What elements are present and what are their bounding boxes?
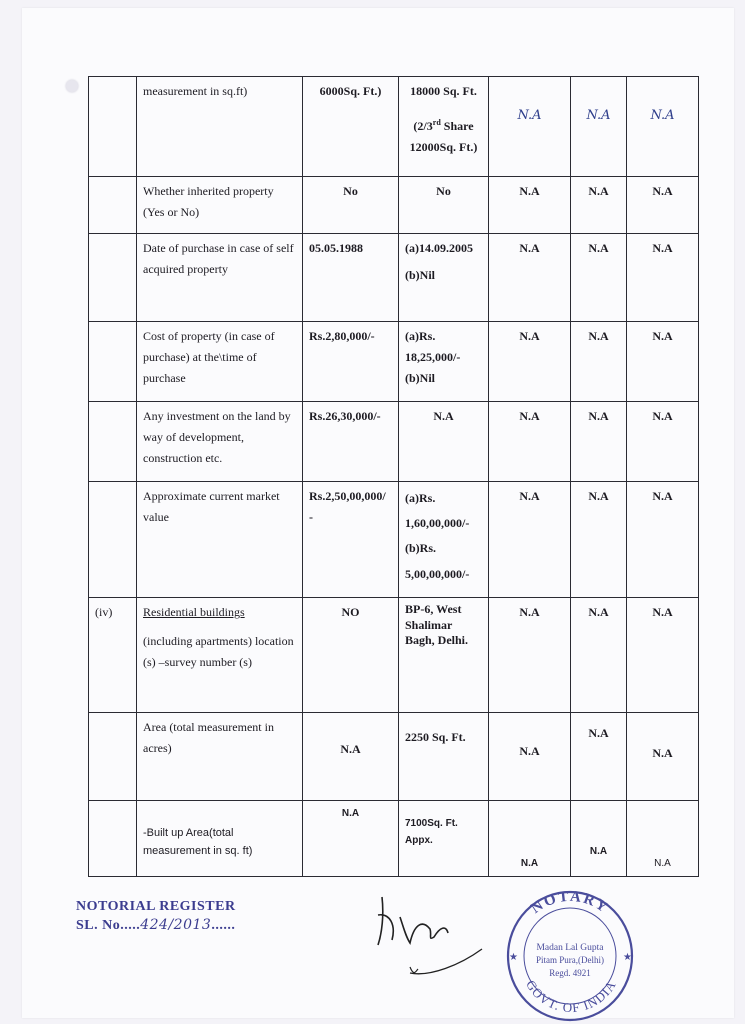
row-description: Approximate current market value	[137, 482, 303, 598]
cell-value: N.A	[489, 713, 571, 801]
cell-value: N.A	[627, 177, 699, 234]
purchase-date-b: (b)Nil	[405, 268, 435, 282]
cell-value	[399, 234, 489, 322]
cell-value: N.A	[489, 322, 571, 402]
table-row	[89, 322, 699, 402]
value-b-label: (b)Rs.	[405, 541, 437, 556]
cell-value: N.A	[489, 482, 571, 598]
purchase-date-a: (a)14.09.2005	[405, 241, 473, 255]
cell-value: 2250 Sq. Ft.	[399, 713, 489, 801]
cell-value: N.A	[303, 713, 399, 801]
cell-value: N.A	[571, 402, 627, 482]
row-number: (iv)	[89, 598, 137, 713]
cell-value: N.A	[571, 598, 627, 713]
cell-value: Rs.2,50,00,000/ -	[303, 482, 399, 598]
cell-value: N.A	[571, 713, 627, 801]
seal-star-right: ★	[623, 952, 632, 963]
svg-text:NOTARY: NOTARY	[528, 888, 612, 917]
share-value: (2/3rd Share	[413, 118, 474, 133]
cell-value: No	[303, 177, 399, 234]
row-number	[89, 482, 137, 598]
row-number	[89, 713, 137, 801]
row-number	[89, 177, 137, 234]
cell-value: N.A	[627, 322, 699, 402]
handwritten-na: N.A	[627, 77, 699, 177]
cell-value: N.A	[489, 598, 571, 713]
svg-text:Madan Lal Gupta: Madan Lal Gupta	[536, 943, 604, 953]
row-number	[89, 402, 137, 482]
notorial-register-stamp	[76, 898, 236, 935]
cell-value: N.A	[627, 713, 699, 801]
value-a-label: (a)Rs.	[405, 491, 436, 505]
cell-value: N.A	[489, 177, 571, 234]
cell-value: N.A	[627, 234, 699, 322]
row-number	[89, 234, 137, 322]
register-number-line: SL. No.....424/2013......	[76, 917, 236, 933]
row-number	[89, 322, 137, 402]
cell-value: N.A	[627, 482, 699, 598]
table-row	[89, 801, 699, 877]
cost-b: (b)Nil	[405, 371, 435, 385]
value-b: 5,00,00,000/-	[405, 566, 470, 581]
svg-text:GOVT. OF INDIA: GOVT. OF INDIA	[523, 977, 619, 1016]
table-row	[89, 77, 699, 177]
table-row	[89, 598, 699, 713]
register-title: NOTORIAL REGISTER	[76, 899, 236, 914]
cell-value: N.A	[489, 801, 571, 877]
table-row	[89, 234, 699, 322]
cost-a: (a)Rs. 18,25,000/-	[405, 329, 461, 364]
section-detail: (including apartments) location (s) –survey number (s)	[143, 634, 294, 669]
cell-value: N.A	[489, 402, 571, 482]
cell-value	[399, 322, 489, 402]
signature	[370, 885, 490, 980]
cell-value	[399, 482, 489, 598]
row-description: Any investment on the land by way of development, construction etc.	[137, 402, 303, 482]
svg-text:Regd. 4921: Regd. 4921	[549, 968, 591, 978]
table-row	[89, 177, 699, 234]
cell-value: Rs.2,80,000/-	[303, 322, 399, 402]
row-description	[137, 598, 303, 713]
table-row	[89, 482, 699, 598]
seal-star-left: ★	[509, 952, 518, 963]
cell-value: N.A	[627, 598, 699, 713]
row-description: Date of purchase in case of self acquired property	[137, 234, 303, 322]
cell-value: Rs.26,30,000/-	[303, 402, 399, 482]
cell-value: 6000Sq. Ft.)	[303, 77, 399, 177]
row-description: Cost of property (in case of purchase) at the\time of purchase	[137, 322, 303, 402]
handwritten-na: N.A	[489, 77, 571, 177]
row-description: -Built up Area(total measurement in sq. ft)	[137, 801, 303, 877]
handwritten-na: N.A	[571, 77, 627, 177]
area-value: 18000 Sq. Ft.	[410, 84, 477, 98]
section-title: Residential buildings	[143, 605, 245, 619]
cell-value: N.A	[571, 482, 627, 598]
table-row	[89, 713, 699, 801]
row-number	[89, 801, 137, 877]
row-description: Area (total measurement in acres)	[137, 713, 303, 801]
row-description: Whether inherited property (Yes or No)	[137, 177, 303, 234]
cell-value: 05.05.1988	[303, 234, 399, 322]
cell-value: No	[399, 177, 489, 234]
cell-value: N.A	[571, 234, 627, 322]
svg-text:Pitam Pura,(Delhi): Pitam Pura,(Delhi)	[536, 955, 604, 965]
cell-value: N.A	[571, 322, 627, 402]
cell-value: N.A	[627, 801, 699, 877]
notary-seal	[495, 884, 645, 1024]
table-row	[89, 402, 699, 482]
value-a: 1,60,00,000/-	[405, 516, 470, 531]
cell-value: N.A	[489, 234, 571, 322]
cell-value: BP-6, West Shalimar Bagh, Delhi.	[399, 598, 489, 713]
cell-value: N.A	[571, 177, 627, 234]
cell-value: N.A	[627, 402, 699, 482]
row-number	[89, 77, 137, 177]
cell-value	[399, 77, 489, 177]
cell-value: N.A	[399, 402, 489, 482]
assets-table	[88, 76, 699, 877]
share-area: 12000Sq. Ft.)	[409, 140, 478, 154]
cell-value: N.A	[303, 801, 399, 877]
cell-value: NO	[303, 598, 399, 713]
cell-value: 7100Sq. Ft. Appx.	[399, 801, 489, 877]
row-description: measurement in sq.ft)	[137, 77, 303, 177]
cell-value: N.A	[571, 801, 627, 877]
punch-hole	[66, 80, 78, 92]
